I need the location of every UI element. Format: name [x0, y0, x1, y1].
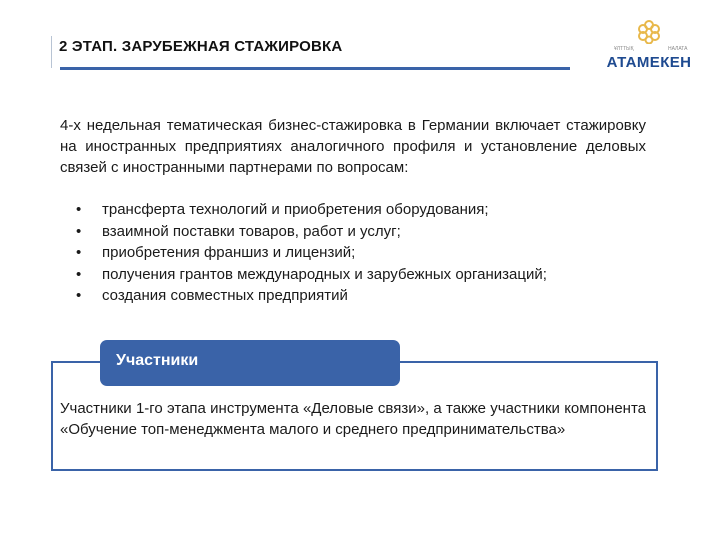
participants-heading: Участники: [100, 340, 400, 386]
page-title: 2 ЭТАП. ЗАРУБЕЖНАЯ СТАЖИРОВКА: [59, 38, 343, 55]
logo-subtext-left: ҰЛТТЫҚ: [614, 46, 634, 52]
bullet-icon: •: [76, 244, 82, 261]
intro-paragraph: 4-х недельная тематическая бизнес-стажировка в Германии включает стажировку на иностранных предприятиях аналогичного профиля и установление деловых связей с иностранными партнерами по вопросам:: [60, 117, 646, 176]
list-item-text: взаимной поставки товаров, работ и услуг;: [102, 222, 401, 240]
list-item-text: создания совместных предприятий: [102, 287, 348, 304]
list-item-text: приобретения франшиз и лицензий;: [102, 244, 356, 261]
bullet-icon: •: [76, 287, 82, 304]
atameken-logo: [606, 20, 692, 80]
list-item: [70, 221, 650, 243]
list-item: [70, 264, 650, 286]
list-item: [70, 199, 650, 221]
title-accent-bar: [51, 36, 52, 68]
bullet-icon: •: [76, 265, 82, 283]
bullet-icon: •: [76, 222, 82, 240]
logo-brand-name: АТАМЕКЕН: [606, 54, 692, 71]
flower-logo-icon: [638, 20, 660, 44]
list-item-text: получения грантов международных и зарубежных организаций;: [102, 265, 547, 283]
participants-description: Участники 1-го этапа инструмента «Деловые связи», а также участники компонента «Обучение топ-менеджмента малого и среднего предпринимательства»: [60, 400, 646, 438]
bullet-icon: •: [76, 201, 82, 218]
logo-subtext-right: НАЛАТА: [668, 46, 688, 52]
title-underline: [60, 67, 570, 70]
list-item-text: трансферта технологий и приобретения оборудования;: [102, 201, 489, 218]
list-item: [70, 242, 650, 264]
topics-list: [70, 199, 650, 307]
list-item: [70, 285, 650, 307]
